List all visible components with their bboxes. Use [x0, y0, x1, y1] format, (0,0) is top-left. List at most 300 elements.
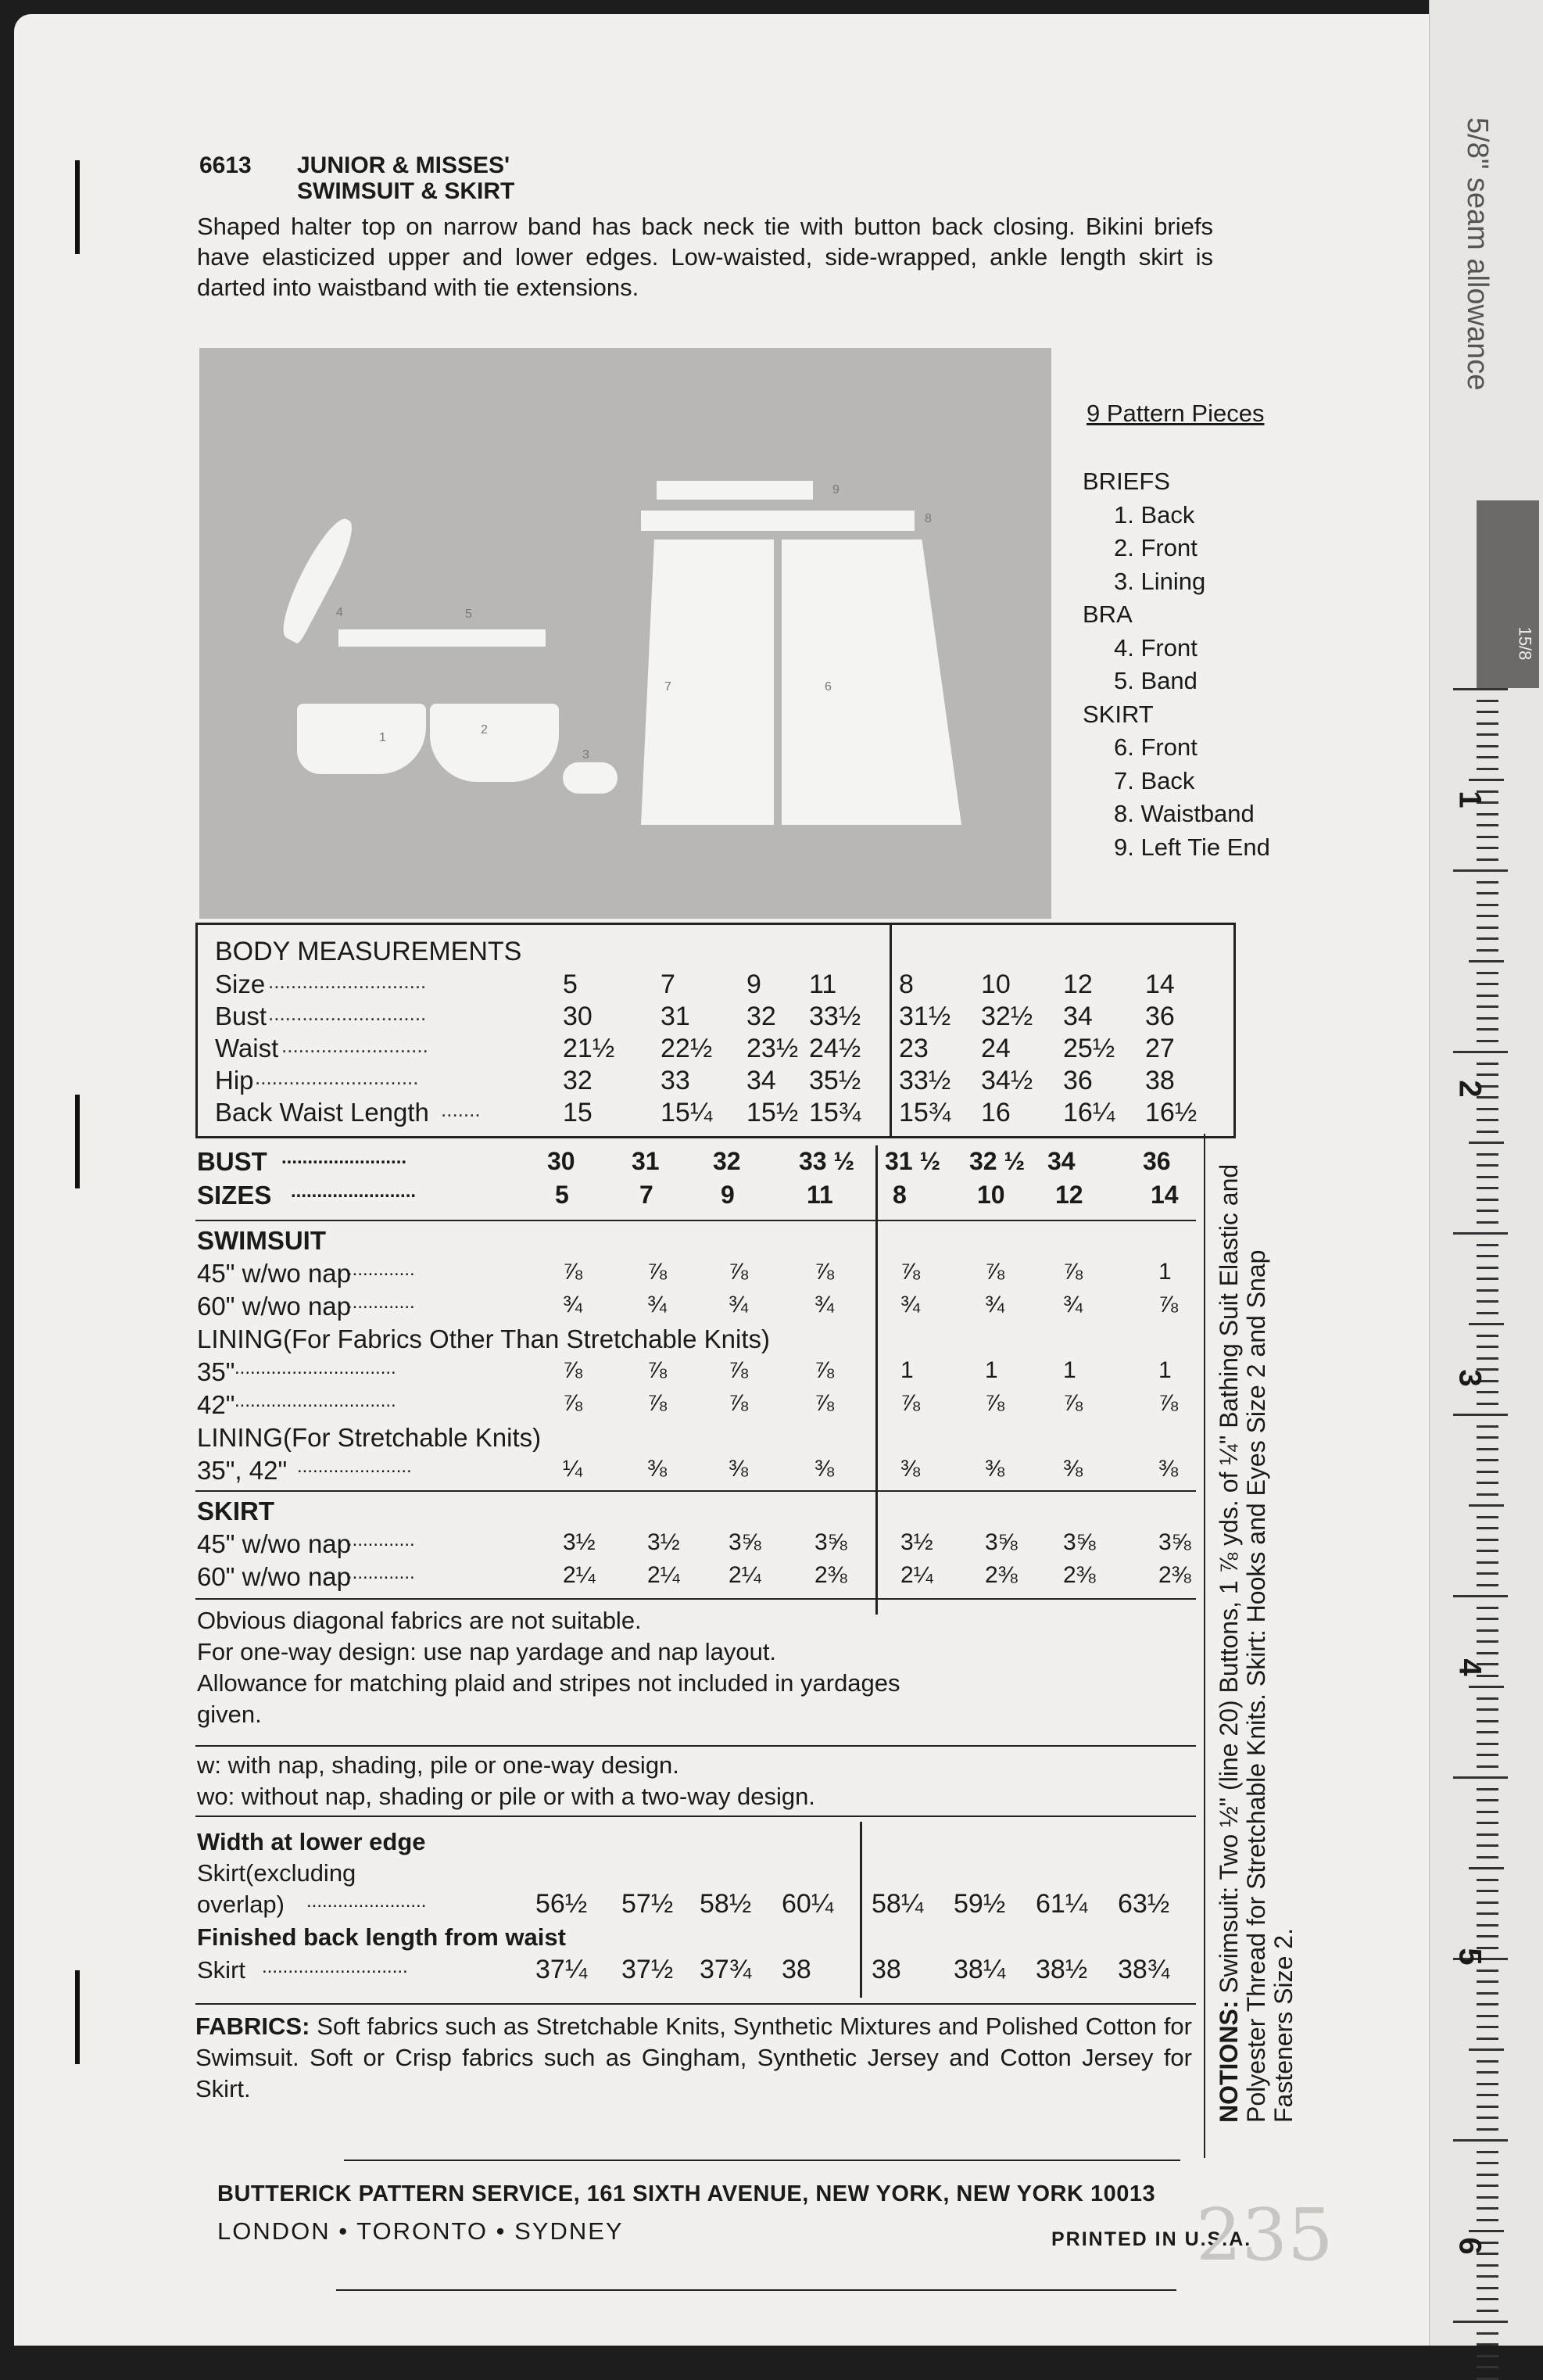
yardage-value: ¼	[563, 1456, 583, 1482]
ruler-number: 5	[1452, 1948, 1488, 1966]
bm-value: 11	[809, 970, 837, 999]
ruler-tick	[1453, 1051, 1508, 1053]
ruler-tick	[1477, 2355, 1498, 2357]
yardage-value: ⅞	[563, 1259, 583, 1285]
rule	[195, 1598, 1196, 1600]
yardage-value: ⅞	[647, 1259, 668, 1285]
bm-value: 22½	[661, 1034, 713, 1063]
yardage-value: ¾	[900, 1292, 921, 1317]
notions-rule	[1204, 1134, 1205, 2158]
ruler-tick	[1477, 1833, 1498, 1836]
ruler-tick	[1477, 1255, 1498, 1257]
yardage-value: ¾	[563, 1292, 583, 1317]
nap-line: wo: without nap, shading or pile or with a two-way design.	[197, 1783, 815, 1810]
width-value: 56½	[535, 1889, 588, 1919]
ruler-tick	[1477, 2151, 1498, 2153]
bm-value: 15¼	[661, 1098, 713, 1127]
ruler-tick	[1477, 2287, 1498, 2289]
ruler-tick	[1477, 1244, 1498, 1246]
bm-value: 34	[1063, 1002, 1093, 1031]
width-dots: .......................	[306, 1891, 427, 1912]
bust-value: 31	[632, 1147, 660, 1175]
ruler-tick	[1477, 972, 1498, 974]
ruler-tick	[1469, 2230, 1504, 2232]
ruler-tick	[1477, 711, 1498, 713]
ruler-tick	[1477, 1199, 1498, 1201]
ruler-tick	[1477, 937, 1498, 940]
ruler-tick	[1477, 733, 1498, 736]
ruler-tick	[1477, 756, 1498, 758]
ruler-tick	[1453, 1414, 1508, 1416]
ruler-tick	[1477, 1572, 1498, 1575]
ruler-tick	[1477, 2298, 1498, 2300]
bm-value: 25½	[1063, 1034, 1115, 1063]
piece-label: 3	[582, 748, 589, 762]
yardage-value: ⅞	[563, 1390, 583, 1416]
yardage-value: ⅞	[900, 1390, 921, 1416]
yardage-value: ⅞	[1063, 1259, 1083, 1285]
ruler-tick	[1477, 1607, 1498, 1609]
size-value: 8	[893, 1181, 907, 1209]
width-sub1: Skirt(excluding	[197, 1859, 356, 1887]
yardage-value: 2⅜	[985, 1562, 1018, 1588]
ruler-tick	[1477, 1289, 1498, 1292]
piece-8-shape	[641, 511, 915, 531]
yardage-value: 3⅝	[814, 1529, 847, 1555]
ruler-tick	[1453, 1595, 1508, 1597]
piece-5-shape	[338, 629, 546, 647]
ruler-tick	[1477, 1176, 1498, 1178]
body-measurements-title: BODY MEASUREMENTS	[215, 937, 522, 966]
yardage-value: ⅞	[814, 1259, 835, 1285]
notions-text: Swimsuit: Two ½" (line 20) Buttons, 1 ⅞ yds. of ¼" Bathing Suit Elastic and Polyester Thread for Stretchable Knits. Skirt: Hooks and Eyes Size 2 and Snap Fasteners Size 2.	[1215, 1163, 1298, 2123]
piece-label: 4	[336, 606, 343, 619]
ruler-tick	[1477, 1788, 1498, 1790]
length-dots: ............................	[262, 1956, 408, 1977]
length-value: 37¼	[535, 1955, 588, 1984]
yardage-value: ⅞	[729, 1259, 749, 1285]
bm-value: 21½	[563, 1034, 615, 1063]
bm-value: 33	[661, 1066, 690, 1095]
length-value: 38	[782, 1955, 811, 1984]
bm-value: 33½	[899, 1066, 951, 1095]
yardage-value: ⅞	[900, 1259, 921, 1285]
yardage-divider	[875, 1145, 878, 1615]
ruler-number: 4	[1452, 1658, 1488, 1676]
ruler-tick	[1477, 2207, 1498, 2210]
ruler-tick	[1477, 1822, 1498, 1824]
ruler-tick	[1477, 1493, 1498, 1496]
ruler-tick	[1477, 2038, 1498, 2040]
bm-row-dots: ..........................	[281, 1034, 428, 1057]
ruler-tick	[1477, 892, 1498, 894]
ruler-tick	[1477, 1539, 1498, 1541]
piece-label: 5	[465, 608, 472, 621]
ruler-tick	[1477, 1221, 1498, 1224]
pieces-group-bra: BRA	[1083, 600, 1133, 628]
ruler-tick	[1477, 1028, 1498, 1030]
bm-row-dots: .......	[441, 1098, 481, 1121]
fabrics-label: FABRICS:	[195, 2013, 310, 2040]
yardage-row-label: 60" w/wo nap	[197, 1562, 352, 1591]
ruler-tick	[1477, 2106, 1498, 2108]
pieces-item: 1. Back	[1114, 501, 1195, 529]
bm-value: 16½	[1145, 1098, 1198, 1127]
ruler-tick	[1477, 1970, 1498, 1972]
finished-divider	[860, 1822, 862, 1998]
ruler-tick	[1477, 1640, 1498, 1643]
ruler-tick	[1477, 1561, 1498, 1564]
yardage-value: ⅜	[647, 1456, 668, 1482]
yardage-row-dots: .............	[347, 1562, 415, 1583]
width-value: 59½	[954, 1889, 1006, 1919]
pieces-item: 2. Front	[1114, 534, 1198, 561]
ruler-tick	[1477, 1164, 1498, 1167]
yardage-row-dots: ...............................	[234, 1390, 396, 1411]
size-value: 7	[639, 1181, 653, 1209]
ruler-tick	[1477, 1131, 1498, 1133]
piece-label: 9	[832, 483, 840, 496]
ruler-tick	[1477, 949, 1498, 952]
yardage-value: ⅜	[1158, 1456, 1179, 1482]
rule	[195, 1220, 1196, 1221]
pattern-number: 6613	[199, 152, 252, 178]
bust-dots: ........................	[281, 1147, 407, 1168]
ruler-tick	[1477, 2196, 1498, 2199]
ruler-tick	[1477, 813, 1498, 815]
bm-row-label: Size	[215, 970, 266, 998]
yardage-row-label: 35"	[197, 1357, 235, 1386]
yardage-value: ⅜	[1063, 1456, 1083, 1482]
ruler-tick	[1477, 1391, 1498, 1393]
ruler-tick	[1453, 2321, 1508, 2323]
pieces-item: 5. Band	[1114, 667, 1198, 694]
yardage-value: 3½	[647, 1529, 680, 1555]
notions-block	[1215, 1138, 1298, 2123]
width-sub2: overlap)	[197, 1891, 285, 1918]
bm-value: 31	[661, 1002, 690, 1031]
yardage-value: 2¼	[647, 1562, 680, 1588]
bm-value: 14	[1145, 970, 1175, 999]
ruler-tick	[1453, 1232, 1508, 1235]
bust-value: 32	[713, 1147, 741, 1175]
width-value: 58½	[700, 1889, 752, 1919]
ruler-tick	[1469, 1686, 1504, 1688]
ruler-tick	[1477, 927, 1498, 929]
yardage-value: ⅞	[814, 1357, 835, 1383]
pieces-heading: 9 Pattern Pieces	[1087, 400, 1265, 427]
ruler-tick	[1469, 2048, 1504, 2051]
ruler-tick	[1477, 2003, 1498, 2005]
pieces-item: 7. Back	[1114, 767, 1195, 794]
bm-value: 32½	[981, 1002, 1033, 1031]
ruler-tick	[1477, 768, 1498, 770]
ruler-tick	[1477, 1346, 1498, 1348]
ruler-tick	[1477, 1074, 1498, 1076]
yardage-section-heading: LINING(For Stretchable Knits)	[197, 1423, 542, 1452]
yardage-value: ⅞	[985, 1390, 1005, 1416]
piece-6-shape	[782, 539, 961, 825]
yardage-value: 1	[985, 1357, 998, 1383]
ruler-tick	[1453, 688, 1508, 690]
ruler-tick	[1477, 1890, 1498, 1892]
ruler-tick	[1477, 1856, 1498, 1858]
ruler-tick	[1477, 2015, 1498, 2017]
ruler-tick	[1477, 1005, 1498, 1008]
ruler-tick	[1477, 2071, 1498, 2074]
ruler-tick	[1477, 2378, 1498, 2380]
ruler-tick	[1477, 1527, 1498, 1529]
ruler-tick	[1477, 1040, 1498, 1042]
ruler-tick	[1477, 1618, 1498, 1620]
ruler-tick	[1477, 1459, 1498, 1461]
length-value: 37½	[621, 1955, 674, 1984]
yardage-value: ⅞	[985, 1259, 1005, 1285]
yardage-value: ⅞	[647, 1390, 668, 1416]
bm-value: 34½	[981, 1066, 1033, 1095]
yardage-value: ⅞	[563, 1357, 583, 1383]
ruler-tick	[1477, 1278, 1498, 1280]
bm-row-dots: ............................	[268, 970, 427, 993]
ruler-tick	[1477, 881, 1498, 884]
yardage-row-dots: .............	[347, 1259, 415, 1280]
nap-line: w: with nap, shading, pile or one-way design.	[197, 1751, 679, 1779]
bm-value: 35½	[809, 1066, 861, 1095]
ruler-tick	[1477, 1550, 1498, 1552]
ruler-tick	[1477, 1879, 1498, 1881]
bm-value: 16¼	[1063, 1098, 1115, 1127]
piece-label: 6	[825, 680, 832, 694]
length-value: 38¾	[1118, 1955, 1170, 1984]
ruler-tick	[1477, 1357, 1498, 1360]
ruler-tick	[1477, 1720, 1498, 1722]
ruler-tick	[1477, 2083, 1498, 2085]
yardage-value: 2¼	[729, 1562, 761, 1588]
yardage-value: ¾	[729, 1292, 749, 1317]
bm-row-dots: ............................	[268, 1002, 427, 1025]
ruler-tick	[1477, 1799, 1498, 1801]
yardage-row-label: 42"	[197, 1390, 235, 1419]
yardage-row-label: 35", 42"	[197, 1456, 288, 1485]
ruler-tick	[1477, 1425, 1498, 1428]
bust-value: 34	[1047, 1147, 1076, 1175]
ruler-tick	[1477, 1811, 1498, 1813]
bm-value: 27	[1145, 1034, 1175, 1063]
bm-row-dots: .............................	[255, 1066, 419, 1089]
yardage-value: 2⅜	[1158, 1562, 1191, 1588]
ruler-tick	[1477, 2275, 1498, 2278]
yardage-value: ¾	[814, 1292, 835, 1317]
yardage-value: 2¼	[900, 1562, 933, 1588]
bust-value: 32 ½	[969, 1147, 1026, 1175]
size-value: 14	[1151, 1181, 1179, 1209]
piece-label: 2	[481, 723, 488, 737]
size-value: 5	[555, 1181, 569, 1209]
width-value: 60¼	[782, 1889, 834, 1919]
length-value: 38¼	[954, 1955, 1006, 1984]
pattern-pieces-photo	[199, 348, 1051, 919]
ruler-tick	[1477, 1708, 1498, 1711]
ruler-tick	[1477, 2366, 1498, 2368]
bm-value: 16	[981, 1098, 1011, 1127]
bm-value: 15¾	[899, 1098, 951, 1127]
yardage-value: ⅞	[1158, 1292, 1179, 1317]
ruler-tick	[1477, 1448, 1498, 1450]
ruler-number: 2	[1452, 1080, 1488, 1098]
ruler-tick	[1477, 1629, 1498, 1632]
ruler-tick	[1453, 1776, 1508, 1779]
ruler-tick	[1477, 1912, 1498, 1915]
yardage-row-label: 45" w/wo nap	[197, 1259, 352, 1288]
ruler-tick	[1477, 1312, 1498, 1314]
box-divider	[890, 923, 892, 1136]
ruler-tick	[1469, 1142, 1504, 1144]
ruler-tick	[1477, 1652, 1498, 1654]
notions-label: NOTIONS:	[1215, 2000, 1243, 2123]
ruler-tick	[1469, 1867, 1504, 1869]
bm-value: 7	[661, 970, 675, 999]
bm-value: 36	[1063, 1066, 1093, 1095]
bust-value: 30	[547, 1147, 575, 1175]
rule	[195, 1490, 1196, 1492]
yardage-value: 3⅝	[985, 1529, 1018, 1555]
size-value: 12	[1055, 1181, 1083, 1209]
ruler-tick	[1469, 1504, 1504, 1507]
ruler-tick	[1477, 2219, 1498, 2221]
bm-row-label: Bust	[215, 1002, 267, 1030]
ruler-marker-label: 15/8	[1515, 626, 1535, 661]
bm-value: 15¾	[809, 1098, 861, 1127]
bm-value: 30	[563, 1002, 592, 1031]
length-value: 37¾	[700, 1955, 752, 1984]
edge-mark	[75, 1970, 80, 2064]
bm-row-label: Waist	[215, 1034, 279, 1063]
pattern-description: Shaped halter top on narrow band has back neck tie with button back closing. Bikini briefs have elasticized upper and lower edges. Low-waisted, side-wrapped, ankle length skirt is darted into waistband with tie extensions.	[197, 213, 1213, 301]
yardage-value: ¾	[647, 1292, 668, 1317]
rule	[195, 1815, 1196, 1817]
yardage-value: ⅞	[1158, 1390, 1179, 1416]
ruler-tick	[1477, 1335, 1498, 1337]
note-line: given.	[197, 1701, 262, 1728]
fabrics-text: Soft fabrics such as Stretchable Knits, Synthetic Mixtures and Polished Cotton for Swimsuit. Soft or Crisp fabrics such as Gingham, Synthetic Jersey and Cotton Jersey for Skirt.	[195, 2013, 1192, 2102]
ruler-tick	[1477, 1482, 1498, 1484]
width-value: 61¼	[1036, 1889, 1088, 1919]
edge-mark	[75, 160, 80, 254]
yardage-row-label: 60" w/wo nap	[197, 1292, 352, 1321]
yardage-value: ⅜	[814, 1456, 835, 1482]
bm-value: 8	[899, 970, 914, 999]
yardage-value: ¾	[985, 1292, 1005, 1317]
yardage-value: ⅜	[729, 1456, 749, 1482]
bm-value: 36	[1145, 1002, 1175, 1031]
ruler-tick	[1477, 1267, 1498, 1269]
size-value: 11	[807, 1181, 833, 1209]
bm-value: 15½	[746, 1098, 799, 1127]
bm-value: 32	[746, 1002, 776, 1031]
ruler-tick	[1477, 1108, 1498, 1110]
ruler-tick	[1477, 1300, 1498, 1303]
piece-label: 7	[664, 680, 671, 694]
width-title: Width at lower edge	[197, 1828, 426, 1855]
ruler-tick	[1477, 1697, 1498, 1700]
yardage-value: 1	[1158, 1357, 1172, 1383]
stamp-number: 235	[1196, 2193, 1334, 2277]
length-title: Finished back length from waist	[197, 1923, 566, 1951]
ruler-tick	[1477, 2026, 1498, 2028]
ruler-tick	[1477, 1017, 1498, 1020]
note-line: Obvious diagonal fabrics are not suitable.	[197, 1607, 642, 1634]
piece-label: 1	[379, 731, 386, 744]
bust-label: BUST	[197, 1147, 267, 1176]
sizes-dots: ........................	[291, 1181, 417, 1202]
note-line: For one-way design: use nap yardage and nap layout.	[197, 1638, 777, 1665]
yardage-value: 2¼	[563, 1562, 596, 1588]
ruler-tick	[1477, 1153, 1498, 1156]
piece-1-shape	[297, 704, 426, 774]
footer-cities: LONDON • TORONTO • SYDNEY	[217, 2217, 624, 2245]
yardage-section-heading: SKIRT	[197, 1496, 274, 1525]
piece-2-shape	[430, 704, 559, 782]
ruler-tick	[1477, 1901, 1498, 1904]
ruler-tick	[1477, 1119, 1498, 1121]
yardage-value: 3½	[563, 1529, 596, 1555]
ruler-tick	[1477, 1436, 1498, 1439]
fabrics-paragraph	[195, 2011, 1192, 2105]
yardage-row-dots: .............	[347, 1529, 415, 1550]
bm-value: 23½	[746, 1034, 799, 1063]
ruler-tick	[1453, 869, 1508, 872]
ruler-tick	[1453, 2139, 1508, 2142]
ruler-tick	[1477, 1403, 1498, 1405]
footer-printed: PRINTED IN U.S.A.	[1051, 2228, 1252, 2250]
ruler-tick	[1477, 995, 1498, 997]
pattern-title-line2: SWIMSUIT & SKIRT	[297, 178, 515, 204]
edge-mark	[75, 1095, 80, 1188]
yardage-value: ⅞	[647, 1357, 668, 1383]
bm-value: 15	[563, 1098, 592, 1127]
ruler-tick	[1477, 824, 1498, 826]
bust-value: 31 ½	[885, 1147, 941, 1175]
bm-row-label: Hip	[215, 1066, 254, 1095]
yardage-value: 2⅜	[814, 1562, 847, 1588]
yardage-value: 3⅝	[1063, 1529, 1096, 1555]
yardage-section-heading: LINING(For Fabrics Other Than Stretchable Knits)	[197, 1324, 770, 1353]
ruler-number: 6	[1452, 2237, 1488, 2255]
pieces-item: 8. Waistband	[1114, 800, 1255, 827]
size-value: 10	[977, 1181, 1005, 1209]
width-value: 57½	[621, 1889, 674, 1919]
pieces-item: 4. Front	[1114, 634, 1198, 661]
ruler-tick	[1477, 847, 1498, 849]
yardage-value: ⅞	[1063, 1390, 1083, 1416]
ruler-number: 3	[1452, 1369, 1488, 1387]
bm-value: 34	[746, 1066, 776, 1095]
yardage-row-dots: ......................	[297, 1456, 412, 1477]
bm-value: 9	[746, 970, 761, 999]
ruler-caption: 5/8" seam allowance	[1461, 117, 1494, 391]
ruler-tick	[1477, 700, 1498, 702]
piece-label: 8	[925, 512, 932, 525]
ruler-tick	[1477, 1935, 1498, 1937]
ruler-tick	[1469, 779, 1504, 781]
ruler-tick	[1477, 1187, 1498, 1189]
piece-9-shape	[657, 481, 813, 500]
yardage-value: 3½	[900, 1529, 933, 1555]
ruler-tick	[1477, 2332, 1498, 2335]
size-value: 9	[721, 1181, 735, 1209]
ruler-tick	[1477, 1980, 1498, 1983]
pieces-item: 6. Front	[1114, 733, 1198, 761]
